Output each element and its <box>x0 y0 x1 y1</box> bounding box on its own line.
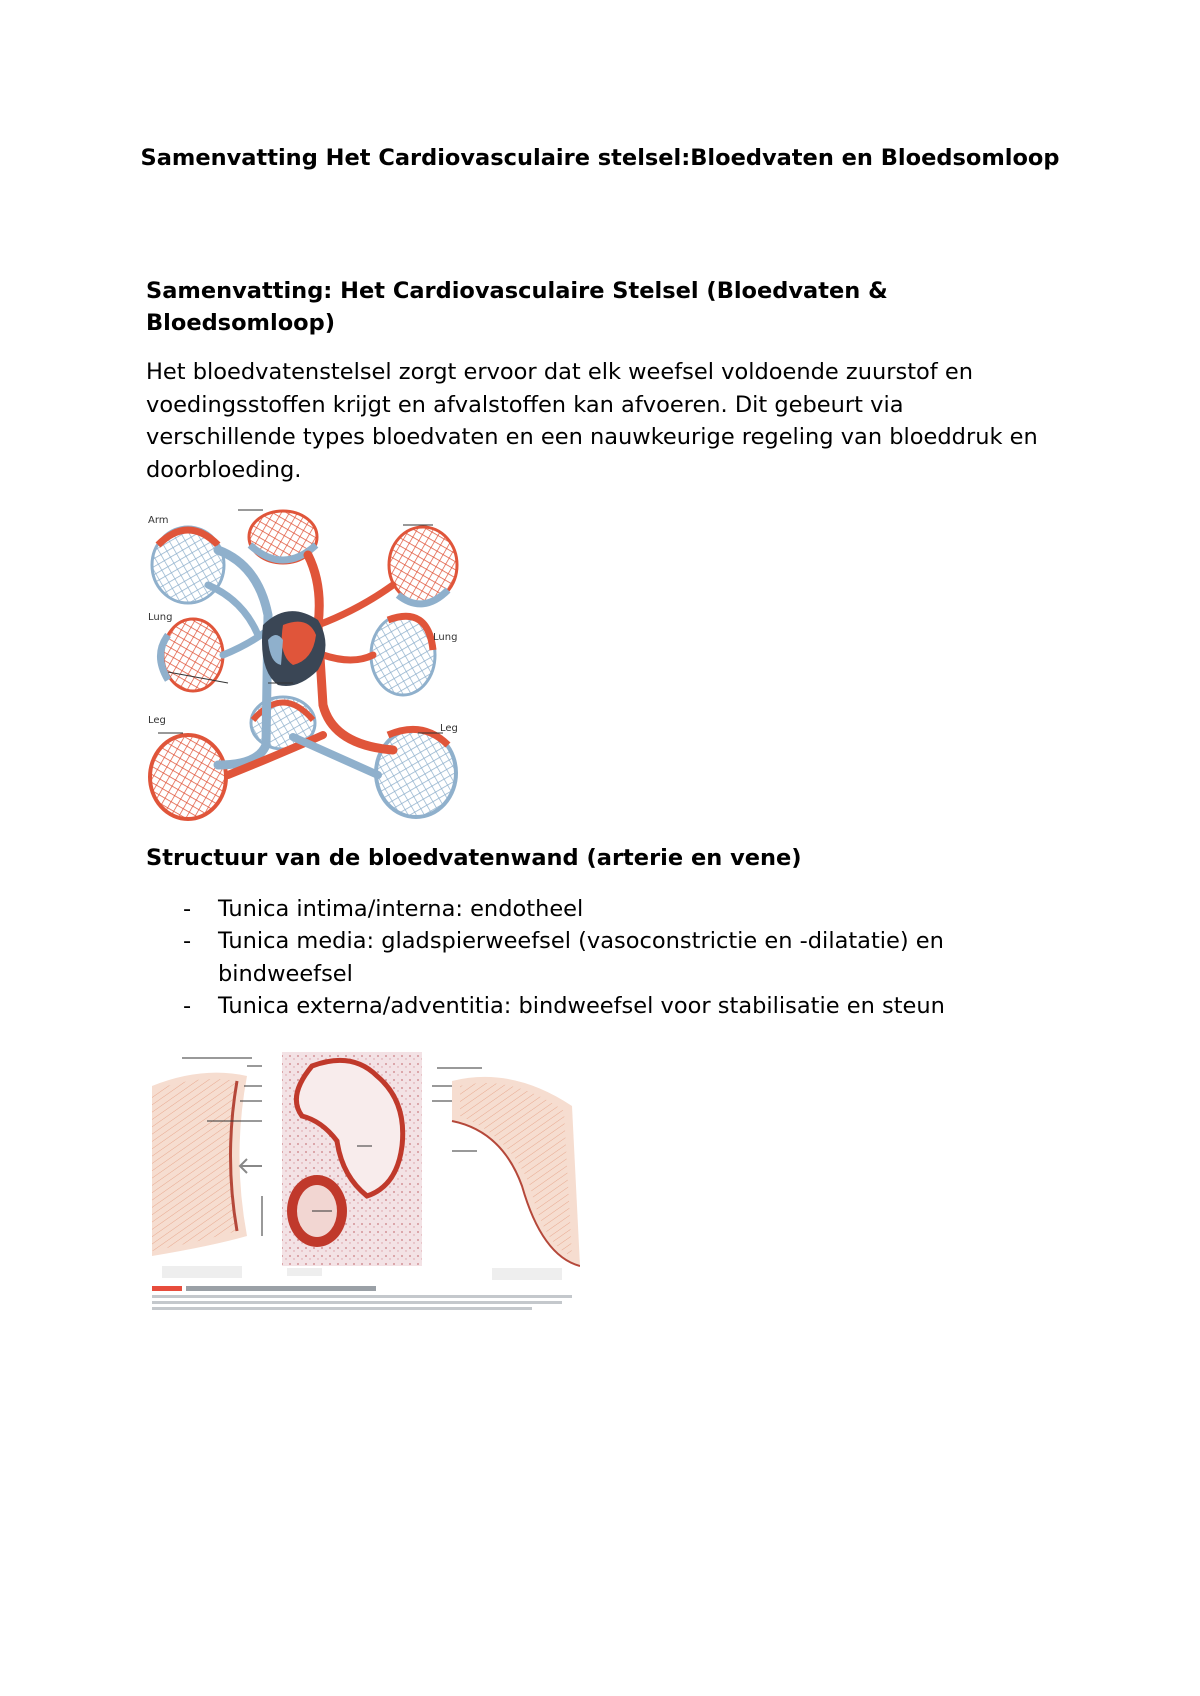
document-title: Samenvatting Het Cardiovasculaire stelsel:Bloedvaten en Bloedsomloop <box>140 145 1060 171</box>
label-lung-left: Lung <box>148 612 173 623</box>
list-item-text: Tunica media: gladspierweefsel (vasoconstrictie en -dilatatie) en bindweefsel <box>218 928 944 987</box>
label-lung-right: Lung <box>433 632 458 643</box>
list-item-text: Tunica externa/adventitia: bindweefsel voor stabilisatie en steun <box>218 992 945 1019</box>
intro-paragraph: Het bloedvatenstelsel zorgt ervoor dat elk weefsel voldoende zuurstof en voedingsstoffen krijgt en afvalstoffen kan afvoeren. Dit gebeurt via verschillende types bloedvaten en een nauwkeurige regeling van bloeddruk en doorbloeding. <box>146 359 1038 484</box>
list-item: - Tunica intima/interna: endotheel <box>183 896 584 922</box>
figure-caption <box>152 1286 572 1310</box>
label-leg-left: Leg <box>148 715 166 726</box>
artery-wall-illustration <box>152 1058 262 1278</box>
structure-heading: Structuur van de bloedvatenwand (arterie en vene) <box>146 845 802 871</box>
micrograph-illustration <box>282 1052 422 1276</box>
vessel-comparison-image <box>152 1046 580 1310</box>
list-item-text: Tunica intima/interna: endotheel <box>218 896 584 922</box>
vessel-comparison-figure <box>152 1046 580 1310</box>
vessel-wall-list <box>146 893 1056 1022</box>
label-leg-right: Leg <box>440 723 458 734</box>
list-item: - Tunica media: gladspierweefsel (vasoconstrictie en -dilatatie) en bindweefsel <box>183 928 944 987</box>
summary-heading: Samenvatting: Het Cardiovasculaire Stelsel (Bloedvaten & Bloedsomloop) <box>146 278 888 336</box>
heart-icon <box>262 611 326 686</box>
vein-wall-illustration <box>432 1068 580 1280</box>
circulation-diagram-figure <box>148 505 462 823</box>
circulation-diagram <box>148 505 462 823</box>
list-item: - Tunica externa/adventitia: bindweefsel voor stabilisatie en steun <box>183 992 945 1019</box>
label-arm: Arm <box>148 515 169 526</box>
